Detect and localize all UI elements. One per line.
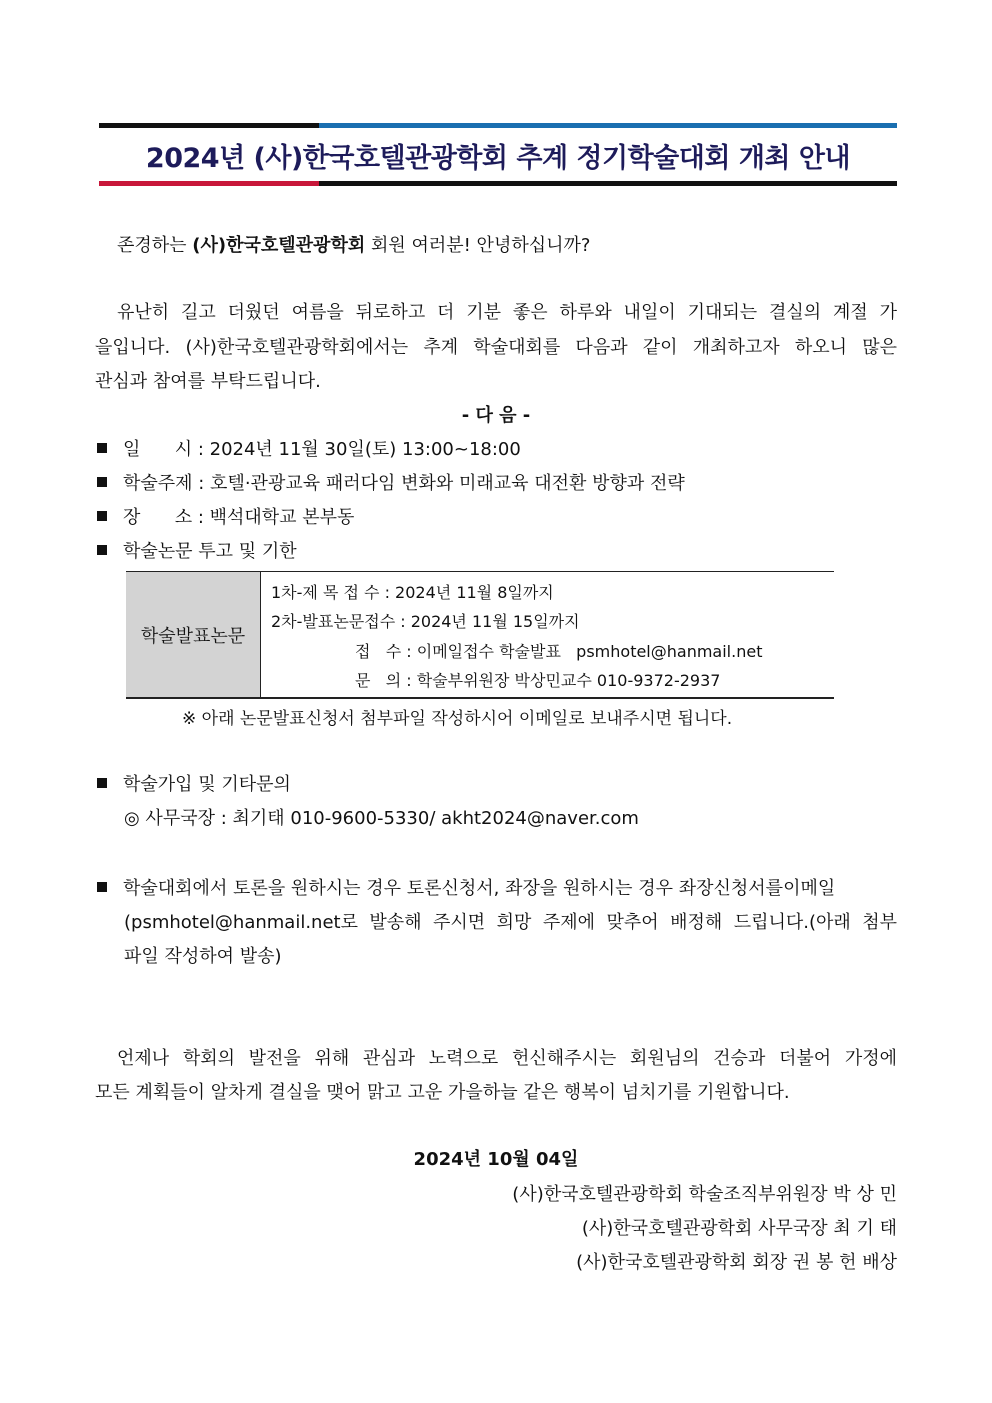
membership-title-text: 학술가입 및 기타문의 [123, 774, 291, 795]
item-date [97, 435, 521, 461]
table-header: 학술발표논문 [126, 572, 261, 697]
item-submission-text: 학술논문 투고 및 기한 [123, 541, 297, 562]
greeting-prefix: 존경하는 [117, 235, 193, 256]
item-date-text: 일 시 : 2024년 11월 30일(토) 13:00~18:00 [123, 439, 521, 460]
title-top-rule [99, 123, 897, 128]
membership-title [97, 770, 291, 796]
closing-line-1: 언제나 학회의 발전을 위해 관심과 노력으로 헌신해주시는 회원님의 건승과 더불어 가정에 [117, 1048, 897, 1069]
note: ※ 아래 논문발표신청서 첨부파일 작성하시어 이메일로 보내주시면 됩니다. [182, 709, 733, 729]
bullet-square-icon [97, 511, 107, 521]
membership-contact: ◎ 사무국장 : 최기태 010-9600-5330/ akht2024@naver.com [124, 808, 639, 829]
item-submission [97, 537, 297, 563]
intro-line-2: 을입니다. (사)한국호텔관광학회에서는 추계 학술대회를 다음과 같이 개최하고자 하오니 많은 [95, 337, 897, 358]
table-row-3: 접 수 : 이메일접수 학술발표 psmhotel@hanmail.net [355, 642, 763, 661]
item-theme-text: 학술주제 : 호텔·관광교육 패러다임 변화와 미래교육 대전환 방향과 전략 [123, 473, 685, 494]
discussion-line-1 [97, 874, 897, 900]
title-bottom-rule [99, 181, 897, 186]
greeting-suffix: 회원 여러분! 안녕하십니까? [365, 235, 591, 256]
table-row-2: 2차-발표논문접수 : 2024년 11월 15일까지 [271, 612, 580, 631]
item-place [97, 503, 354, 529]
intro-line-1: 유난히 길고 더웠던 여름을 뒤로하고 더 기분 좋은 하루와 내일이 기대되는 결실의 계절 가 [117, 302, 897, 323]
dagum-heading: - 다 음 - [461, 405, 531, 426]
signature-1: (사)한국호텔관광학회 학술조직부위원장 박 상 민 [512, 1184, 897, 1205]
item-place-text: 장 소 : 백석대학교 본부동 [123, 507, 355, 528]
discussion-line-2: (psmhotel@hanmail.net로 발송해 주시면 희망 주제에 맞추어 배정해 드립니다.(아래 첨부 [124, 912, 897, 933]
signature-3: (사)한국호텔관광학회 회장 권 봉 헌 배상 [576, 1252, 897, 1273]
bullet-square-icon [97, 443, 107, 453]
bullet-square-icon [97, 882, 107, 892]
table-row-4: 문 의 : 학술부위원장 박상민교수 010-9372-2937 [355, 671, 721, 690]
bullet-square-icon [97, 545, 107, 555]
submission-table [126, 571, 834, 699]
item-theme [97, 469, 685, 495]
intro-line-3: 관심과 참여를 부탁드립니다. [95, 371, 321, 392]
greeting [117, 231, 590, 257]
page-title: 2024년 (사)한국호텔관광학회 추계 정기학술대회 개최 안내 [145, 143, 851, 174]
discussion-line-1-text: 학술대회에서 토론을 원하시는 경우 토론신청서, 좌장을 원하시는 경우 좌장신청서를이메일 [123, 878, 836, 899]
bullet-square-icon [97, 778, 107, 788]
document-date: 2024년 10월 04일 [413, 1149, 579, 1170]
bullet-square-icon [97, 477, 107, 487]
discussion-line-3: 파일 작성하여 발송) [124, 946, 282, 967]
closing-line-2: 모든 계획들이 알차게 결실을 맺어 맑고 고운 가을하늘 같은 행복이 넘치기를 기원합니다. [95, 1082, 790, 1103]
signature-2: (사)한국호텔관광학회 사무국장 최 기 태 [581, 1218, 897, 1239]
table-row-1: 1차-제 목 접 수 : 2024년 11월 8일까지 [271, 583, 554, 602]
greeting-org: (사)한국호텔관광학회 [192, 235, 366, 256]
